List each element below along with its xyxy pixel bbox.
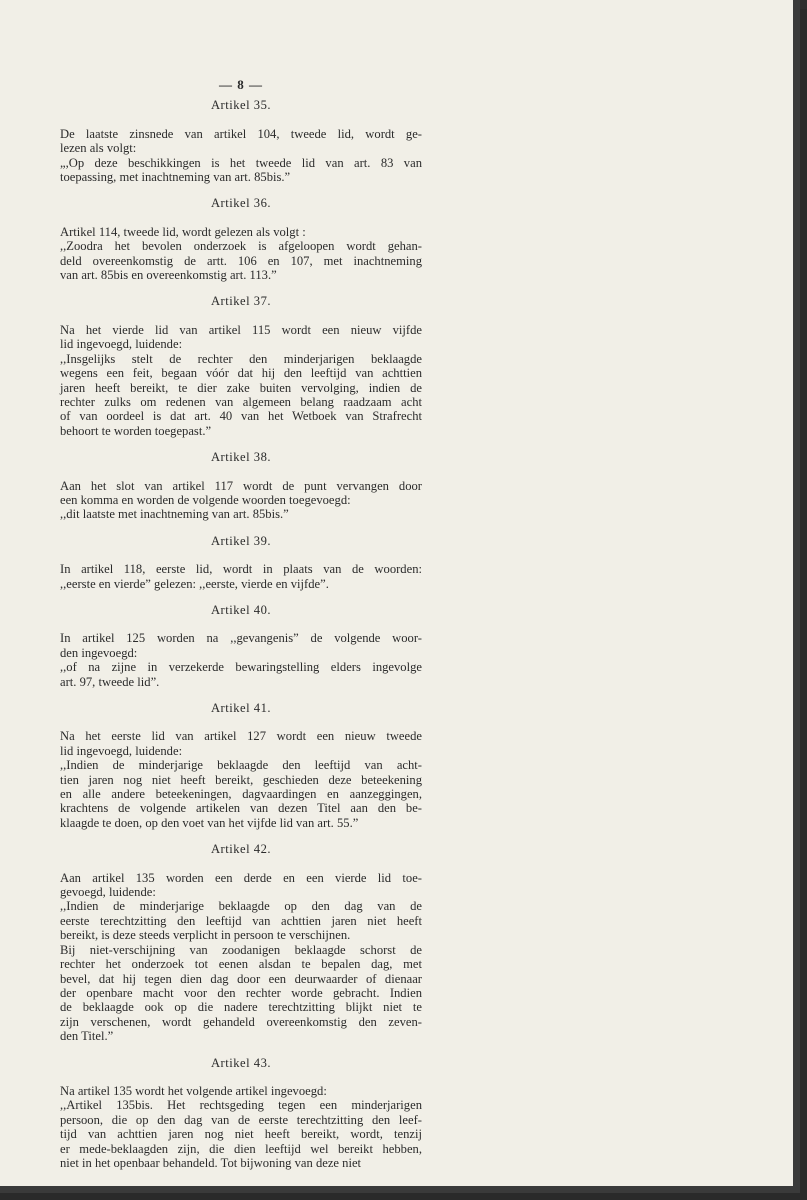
text-line: niet in het openbaar behandeld. Tot bijwoning van deze niet: [60, 1155, 362, 1170]
text-line: of van oordeel is dat art. 40 van het Wetboek van Strafrecht: [60, 409, 422, 424]
article-paragraph: [60, 758, 422, 830]
text-line: bereikt, is deze steeds verplicht in persoon te verschijnen.: [60, 928, 351, 943]
text-line: Aan artikel 135 worden een derde en een vierde lid toe-: [60, 870, 422, 885]
text-line: behoort te worden toegepast.”: [60, 423, 212, 438]
text-line: ,,Artikel 135bis. Het rechtsgeding tegen een minderjarigen: [60, 1098, 422, 1113]
article-heading: Artikel 41.: [210, 701, 272, 715]
article-paragraph: [60, 156, 422, 185]
text-line: In artikel 125 worden na ,,gevangenis” de volgende woor-: [60, 631, 422, 646]
text-line: Na artikel 135 wordt het volgende artikel ingevoegd:: [60, 1083, 327, 1098]
text-line: ,,eerste en vierde” gelezen: ,,eerste, vierde en vijfde”.: [60, 576, 329, 591]
article-paragraph: [60, 225, 422, 239]
article-paragraph: [60, 631, 422, 660]
article-paragraph: [60, 239, 422, 282]
text-line: Aan het slot van artikel 117 wordt de punt vervangen door: [60, 478, 422, 493]
text-line: een komma en worden de volgende woorden toegevoegd:: [60, 492, 351, 507]
article-paragraph: [60, 871, 422, 900]
text-line: eerste terechtzitting den leeftijd van achttien jaren niet heeft: [60, 913, 422, 928]
article-paragraph: [60, 660, 422, 689]
text-line: van art. 85bis en overeenkomstig art. 113.”: [60, 268, 277, 283]
text-line: zijn verschenen, wordt gehandeld overeenkomstig den zeven-: [60, 1014, 422, 1029]
text-line: de beklaagde ook op die nadere terechtzitting blijkt niet te: [60, 1000, 422, 1015]
article-heading: Artikel 38.: [210, 450, 272, 465]
page-number: — 8 —: [219, 77, 263, 92]
text-line: Na het eerste lid van artikel 127 wordt een nieuw tweede: [60, 729, 422, 744]
text-line: art. 97, tweede lid”.: [60, 674, 160, 689]
article-paragraph: [60, 1084, 422, 1098]
article-heading: Artikel 37.: [210, 294, 272, 309]
text-line: jaren heeft bereikt, te dier zake buiten vervolging, indien de: [60, 380, 422, 395]
text-line: toepassing, met inachtneming van art. 85bis.”: [60, 170, 291, 185]
page-content: [60, 78, 422, 1170]
article-paragraph: [60, 127, 422, 156]
text-line: tien jaren nog niet heeft bereikt, geschieden deze beteekening: [60, 772, 422, 787]
article-paragraph: [60, 479, 422, 508]
text-line: lezen als volgt:: [60, 141, 137, 156]
text-line: ,,of na zijne in verzekerde bewaringstelling elders ingevolge: [60, 660, 422, 675]
article-heading: Artikel 43.: [210, 1055, 272, 1070]
article-paragraph: [60, 943, 422, 1044]
article-heading: Artikel 35.: [210, 98, 272, 113]
text-line: In artikel 118, eerste lid, wordt in plaats van de woorden:: [60, 562, 422, 577]
text-line: Bij niet-verschijning van zoodanigen beklaagde schorst de: [60, 942, 422, 957]
article-heading: Artikel 39.: [210, 533, 272, 548]
text-line: lid ingevoegd, luidende:: [60, 337, 183, 352]
text-line: persoon, die op den dag van de eerste terechtzitting den leef-: [60, 1112, 422, 1127]
text-line: krachtens de volgende artikelen van dezen Titel aan den be-: [60, 801, 422, 816]
article-paragraph: [60, 729, 422, 758]
text-line: „,Op deze beschikkingen is het tweede lid van art. 83 van: [60, 155, 422, 170]
text-line: der openbare macht voor den rechter worde gebracht. Indien: [60, 985, 422, 1000]
text-line: en alle andere beteekeningen, dagvaardingen en aanzeggingen,: [60, 787, 422, 802]
article-paragraph: [60, 899, 422, 942]
text-line: ,,Insgelijks stelt de rechter den minderjarigen beklaagde: [60, 351, 422, 366]
text-line: rechter het onderzoek tot eenen alsdan te bepalen dag, met: [60, 957, 422, 972]
article-heading: Artikel 40.: [210, 602, 272, 617]
text-line: deld overeenkomstig de artt. 106 en 107, met inachtneming: [60, 253, 422, 268]
text-line: ,,Indien de minderjarige beklaagde op den dag van de: [60, 899, 422, 914]
text-line: wegens een feit, begaan vóór dat hij den leeftijd van achttien: [60, 366, 422, 381]
text-line: ,,dit laatste met inachtneming van art. 85bis.”: [60, 507, 289, 522]
text-line: gevoegd, luidende:: [60, 885, 156, 900]
text-line: Artikel 114, tweede lid, wordt gelezen als volgt :: [60, 224, 306, 239]
text-line: klaagde te doen, op den voet van het vijfde lid van art. 55.”: [60, 815, 359, 830]
text-line: den ingevoegd:: [60, 645, 138, 660]
text-line: bevel, dat hij tegen dien dag door een deurwaarder of dienaar: [60, 971, 422, 986]
text-line: den Titel.”: [60, 1029, 114, 1044]
text-line: De laatste zinsnede van artikel 104, tweede lid, wordt ge-: [60, 126, 422, 141]
article-paragraph: [60, 1098, 422, 1170]
text-line: lid ingevoegd, luidende:: [60, 743, 183, 758]
article-paragraph: [60, 323, 422, 352]
article-paragraph: [60, 562, 422, 591]
article-paragraph: [60, 507, 422, 521]
text-line: tijd van achttien jaren nog niet heeft bereikt, wordt, tenzij: [60, 1127, 422, 1142]
text-line: er mede-beklaagden zijn, die dien leeftijd wel bereikt hebben,: [60, 1141, 422, 1156]
article-paragraph: [60, 352, 422, 438]
text-line: Na het vierde lid van artikel 115 wordt een nieuw vijfde: [60, 322, 422, 337]
article-heading: Artikel 42.: [210, 842, 272, 857]
article-heading: Artikel 36.: [210, 196, 272, 211]
text-line: ,,Zoodra het bevolen onderzoek is afgeloopen wordt gehan-: [60, 239, 422, 254]
text-line: rechter zulks om redenen van algemeen belang raadzaam acht: [60, 394, 422, 409]
text-line: ,,Indien de minderjarige beklaagde den leeftijd van acht-: [60, 758, 422, 773]
